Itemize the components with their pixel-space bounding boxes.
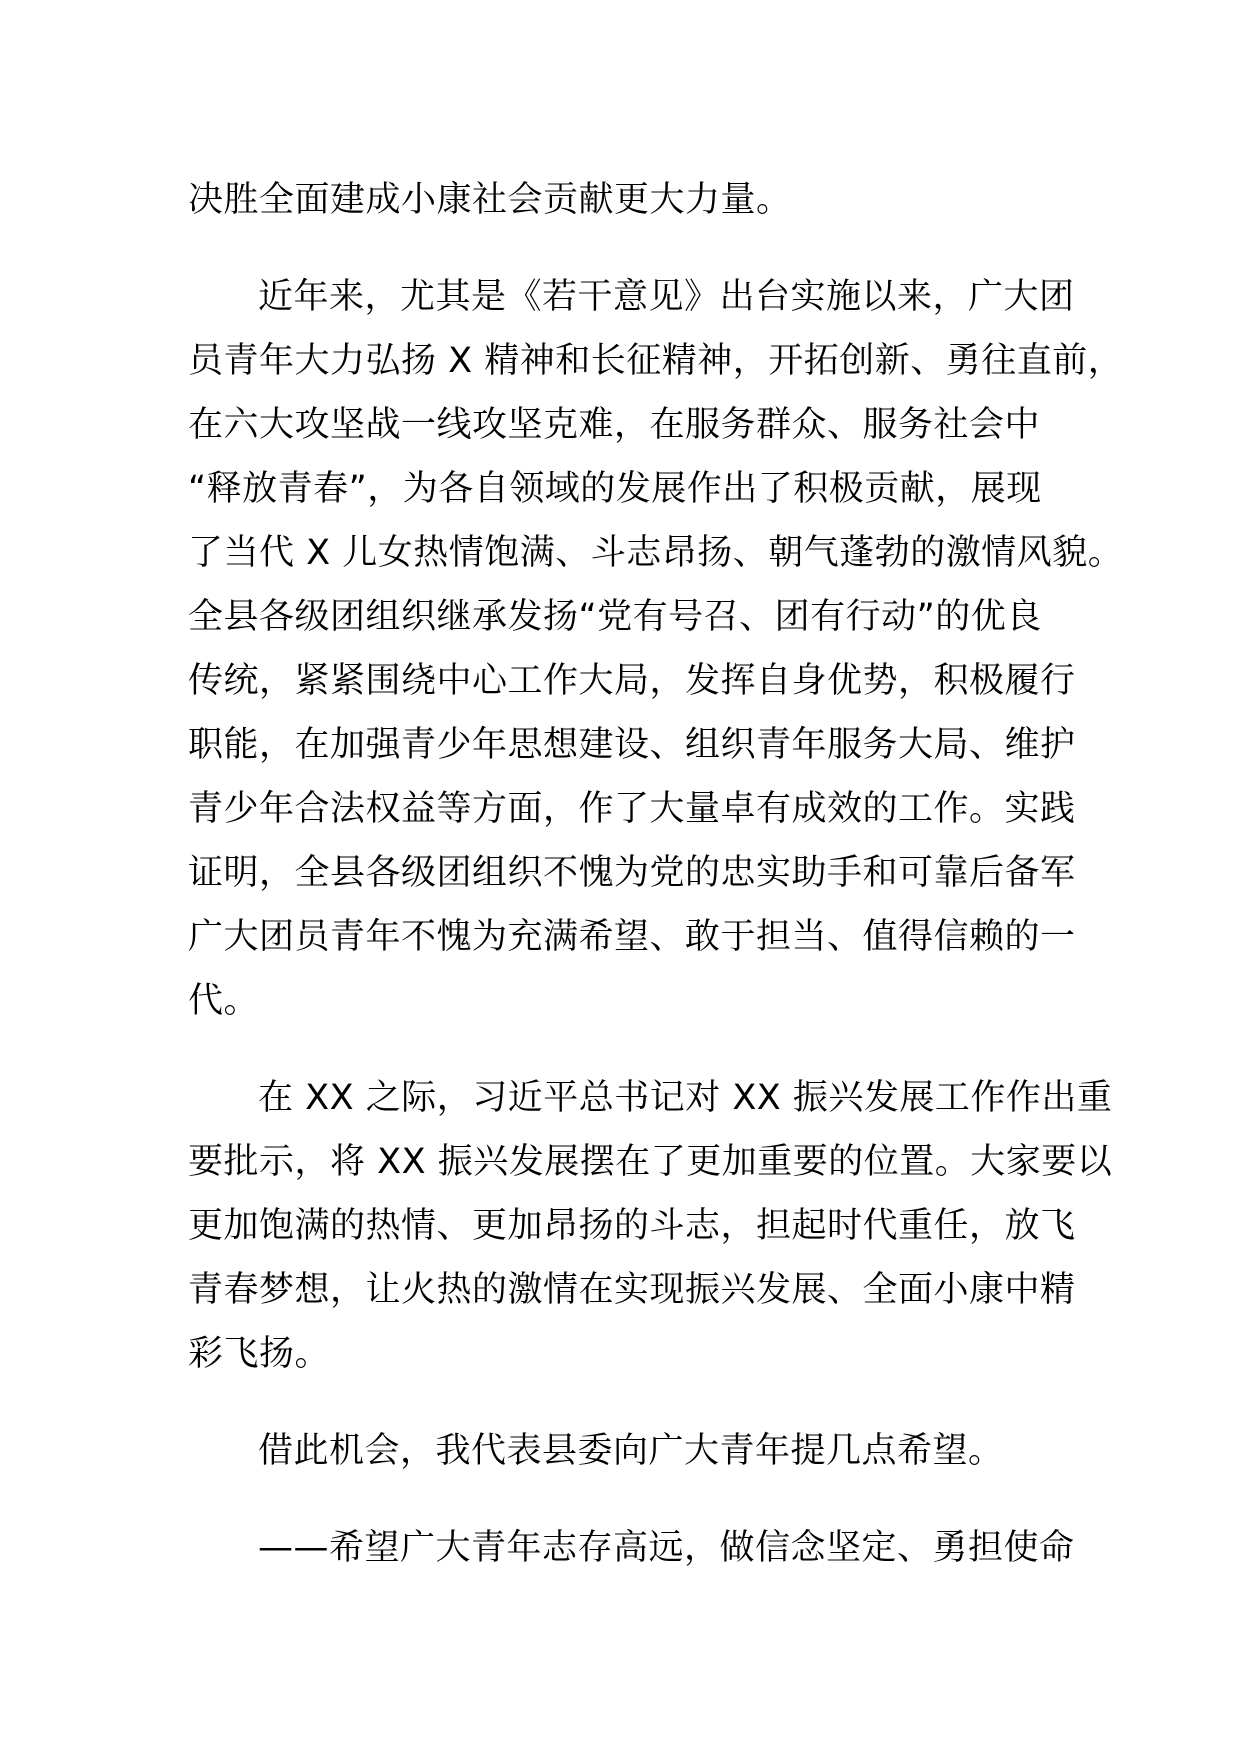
text-line: 代。: [188, 981, 260, 1021]
text-line: 员青年大力弘扬 X 精神和长征精神，开拓创新、勇往直前，: [188, 341, 1124, 381]
text-line: 证明，全县各级团组织不愧为党的忠实助手和可靠后备军: [188, 853, 1076, 893]
document-body: [188, 168, 1124, 1613]
text-line: 要批示，将 XX 振兴发展摆在了更加重要的位置。大家要以: [188, 1142, 1113, 1182]
paragraph-5: [188, 1516, 1088, 1580]
text-line: 决胜全面建成小康社会贡献更大力量。: [188, 180, 792, 220]
paragraph-1: [188, 168, 1088, 232]
text-line: 在 XX 之际，习近平总书记对 XX 振兴发展工作作出重: [258, 1078, 1113, 1118]
text-line: 青少年合法权益等方面，作了大量卓有成效的工作。实践: [188, 789, 1076, 829]
text-line: 了当代 X 儿女热情饱满、斗志昂扬、朝气蓬勃的激情风貌。: [188, 533, 1124, 573]
text-line: 青春梦想，让火热的激情在实现振兴发展、全面小康中精: [188, 1270, 1076, 1310]
text-line: 职能，在加强青少年思想建设、组织青年服务大局、维护: [188, 725, 1076, 765]
text-line: 在六大攻坚战一线攻坚克难，在服务群众、服务社会中: [188, 405, 1041, 445]
text-line: 传统，紧紧围绕中心工作大局，发挥自身优势，积极履行: [188, 661, 1076, 701]
text-line: 近年来，尤其是《若干意见》出台实施以来，广大团: [258, 277, 1075, 317]
text-line: 彩飞扬。: [188, 1334, 331, 1374]
paragraph-3: [188, 1066, 1113, 1386]
text-line: 全县各级团组织继承发扬“党有号召、团有行动”的优良: [188, 597, 1042, 637]
paragraph-4: [188, 1419, 1088, 1483]
paragraph-2: [188, 265, 1124, 1033]
text-line: 借此机会，我代表县委向广大青年提几点希望。: [258, 1431, 1004, 1471]
text-line: 更加饱满的热情、更加昂扬的斗志，担起时代重任，放飞: [188, 1206, 1076, 1246]
text-line: “释放青春”，为各自领域的发展作出了积极贡献，展现: [188, 469, 1042, 509]
text-line: 广大团员青年不愧为充满希望、敢于担当、值得信赖的一: [188, 917, 1076, 957]
text-line: ——希望广大青年志存高远，做信念坚定、勇担使命: [258, 1528, 1075, 1568]
